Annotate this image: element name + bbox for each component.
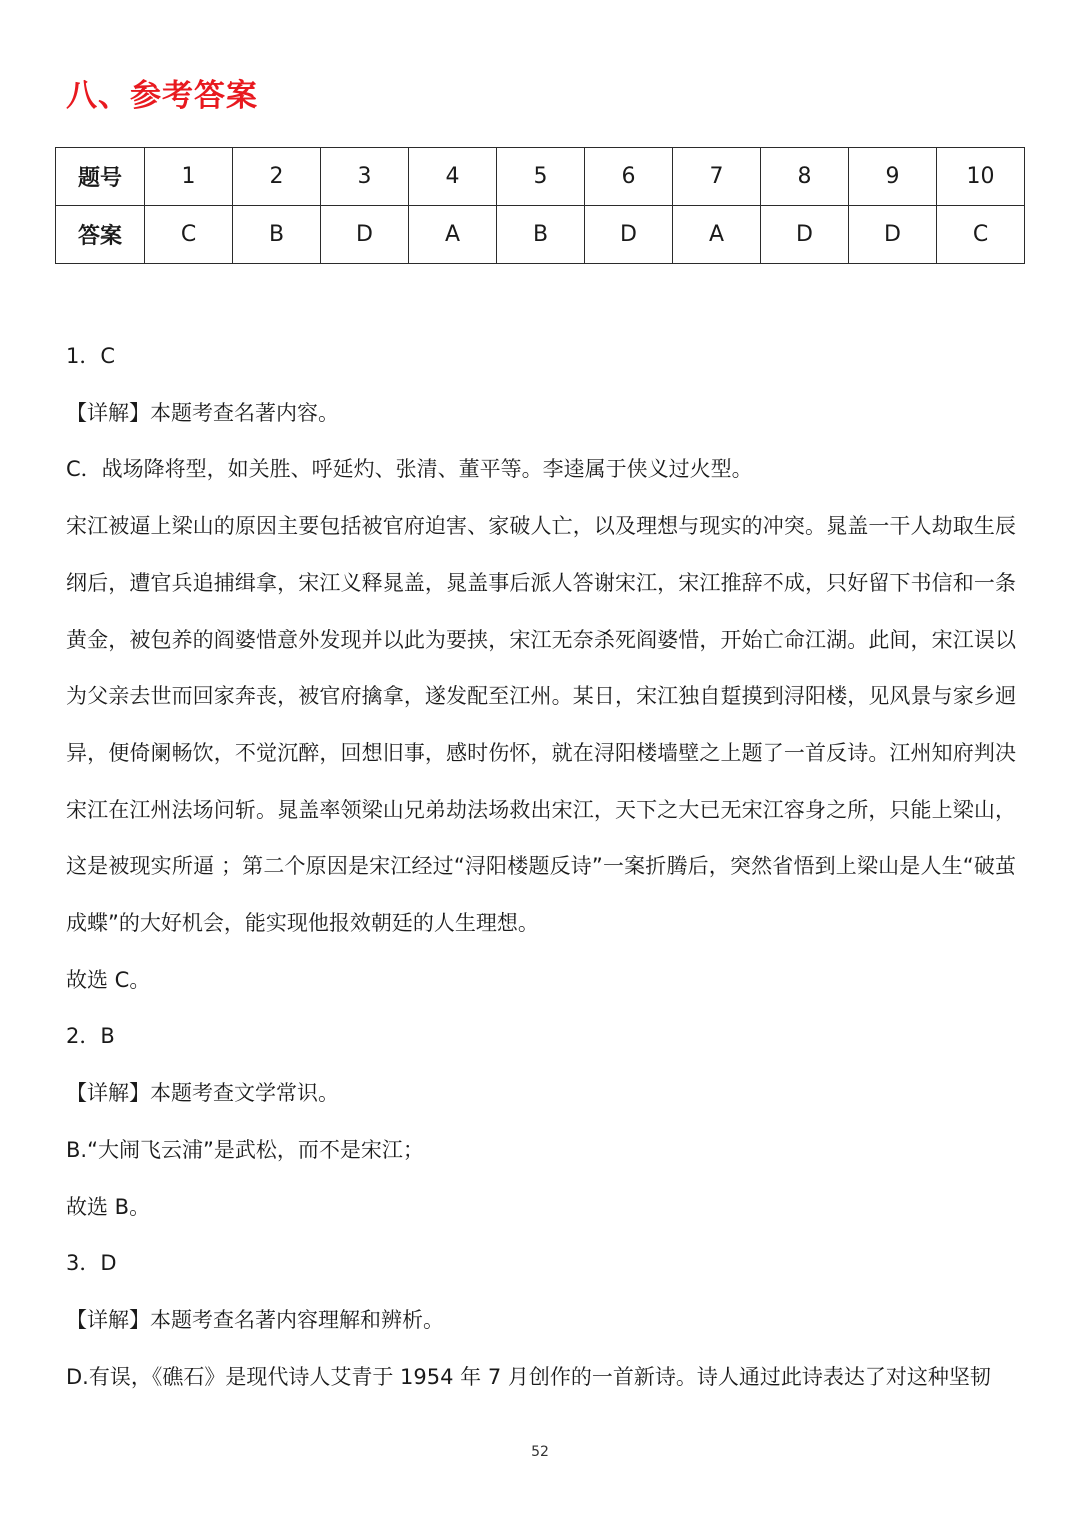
answer-table xyxy=(55,147,1025,264)
table-cell-answer: A xyxy=(409,206,497,264)
table-row-answers xyxy=(56,206,1025,264)
table-cell-answer: D xyxy=(585,206,673,264)
table-cell-number: 9 xyxy=(849,148,937,206)
q3-detail: 【详解】本题考查名著内容理解和辨析。 xyxy=(66,1307,444,1332)
q1-heading: 1．C xyxy=(66,344,116,368)
table-row-numbers xyxy=(56,148,1025,206)
q3-heading: 3．D xyxy=(66,1251,117,1276)
row-label-answer: 答案 xyxy=(56,206,145,264)
q2-option: B.“大闹飞云浦”是武松，而不是宋江； xyxy=(66,1137,424,1162)
answer-explanations xyxy=(66,328,1016,1405)
row-label-number: 题号 xyxy=(56,148,145,206)
q2-conclusion: 故选 B。 xyxy=(66,1194,151,1219)
table-cell-answer: A xyxy=(673,206,761,264)
q1-option: C．战场降将型，如关胜、呼延灼、张清、董平等。李逵属于侠义过火型。 xyxy=(66,457,753,482)
table-cell-answer: B xyxy=(497,206,585,264)
q2-detail: 【详解】本题考查文学常识。 xyxy=(66,1081,339,1106)
table-cell-answer: D xyxy=(761,206,849,264)
table-cell-number: 3 xyxy=(321,148,409,206)
table-cell-number: 2 xyxy=(233,148,321,206)
table-cell-number: 6 xyxy=(585,148,673,206)
q3-option: D.有误，《礁石》是现代诗人艾青于 1954 年 7 月创作的一首新诗。诗人通过此诗表达了对这种坚韧 xyxy=(66,1364,991,1389)
table-cell-number: 5 xyxy=(497,148,585,206)
table-cell-number: 10 xyxy=(937,148,1025,206)
table-cell-number: 4 xyxy=(409,148,497,206)
table-cell-answer: D xyxy=(321,206,409,264)
page-number: 52 xyxy=(531,1444,549,1460)
q2-heading: 2．B xyxy=(66,1024,115,1049)
q1-conclusion: 故选 C。 xyxy=(66,967,151,992)
table-cell-answer: C xyxy=(145,206,233,264)
table-cell-number: 8 xyxy=(761,148,849,206)
q1-detail: 【详解】本题考查名著内容。 xyxy=(66,400,339,425)
section-title: 八、参考答案 xyxy=(66,78,258,114)
table-cell-number: 1 xyxy=(145,148,233,206)
table-cell-number: 7 xyxy=(673,148,761,206)
table-cell-answer: B xyxy=(233,206,321,264)
table-cell-answer: D xyxy=(849,206,937,264)
q1-paragraph: 宋江被逼上梁山的原因主要包括被官府迫害、家破人亡，以及理想与现实的冲突。晁盖一干人劫取生辰纲后，遭官兵追捕缉拿，宋江义释晁盖，晁盖事后派人答谢宋江，宋江推辞不成，只好留下书信和一条黄金，被包养的阎婆惜意外发现并以此为要挟，宋江无奈杀死阎婆惜，开始亡命江湖。此间，宋江误以为父亲去世而回家奔丧，被官府擒拿，遂发配至江州。某日，宋江独自踅摸到浔阳楼，见风景与家乡迥异，便倚阑畅饮，不觉沉醉，回想旧事，感时伤怀，就在浔阳楼墙壁之上题了一首反诗。江州知府判决宋江在江州法场问斩。晁盖率领梁山兄弟劫法场救出宋江，天下之大已无宋江容身之所，只能上梁山，这是被现实所逼 ；第二个原因是宋江经过“浔阳楼题反诗”一案折腾后，突然省悟到上梁山是人生“破茧成蝶”的大好机会，能实现他报效朝廷的人生理想。 xyxy=(66,514,1016,936)
table-cell-answer: C xyxy=(937,206,1025,264)
